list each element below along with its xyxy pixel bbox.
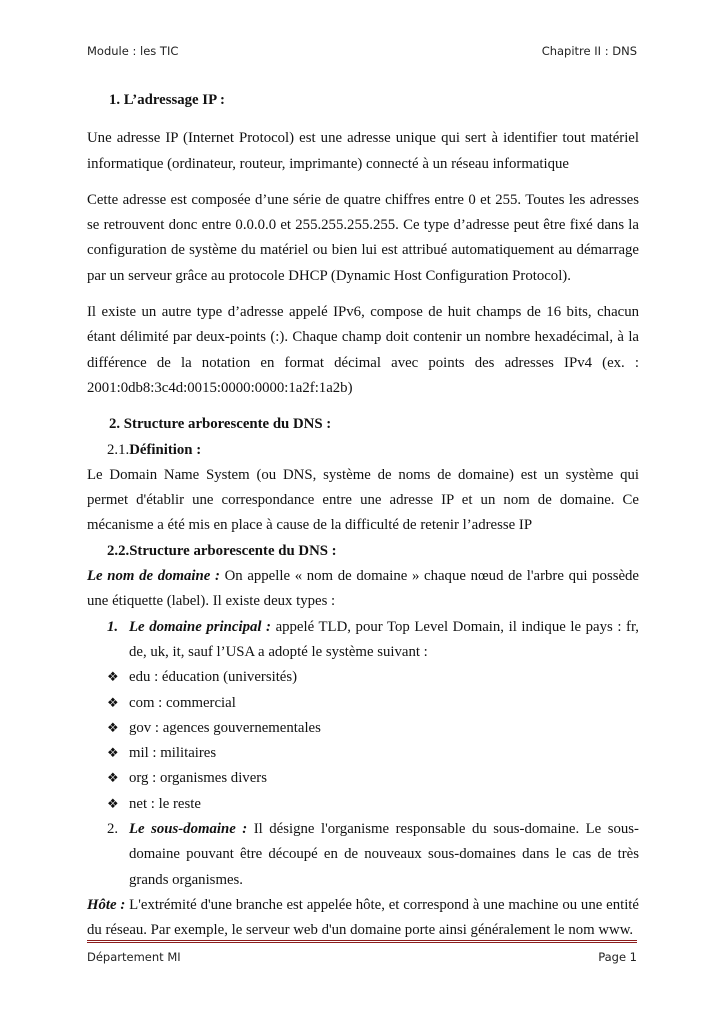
tld-mil: mil : militaires [129, 745, 217, 762]
main-domain-text: appelé TLD, pour Top Level Domain, il indique le pays : fr, de, uk, it, sauf l’USA a adopté le système suivant : [129, 618, 639, 660]
list-item-subdomain [87, 817, 639, 893]
diamond-bullet-icon: ❖ [107, 670, 119, 686]
tld-com: com : commercial [129, 694, 236, 711]
host-label: Hôte : [87, 896, 126, 913]
domain-name-text: On appelle « nom de domaine » chaque nœud de l'arbre qui possède une étiquette (label). Il existe deux types : [87, 568, 639, 610]
host-definition [87, 893, 639, 944]
subdomain-label: Le sous-domaine : [129, 821, 248, 838]
section-2-heading: 2. Structure arborescente du DNS : [109, 416, 332, 433]
domain-name-label: Le nom de domaine : [87, 568, 220, 585]
list-item [87, 792, 639, 817]
diamond-bullet-icon: ❖ [107, 771, 119, 787]
diamond-bullet-icon: ❖ [107, 746, 119, 762]
section-1-paragraph-3: Il existe un autre type d’adresse appelé IPv6, compose de huit champs de 16 bits, chacun étant délimité par deux-points (:). Chaque champ doit contenir un nombre hexadécimal, à la différence de la notation en format décimal avec points des adresses IPv4 (ex. : 2001:0db8:3c4d:0015:0000:0000:1a2f:1a2b) [87, 304, 639, 396]
main-domain-label: Le domaine principal : [129, 618, 271, 635]
subsection-2-1-text: Le Domain Name System (ou DNS, système de noms de domaine) est un système qui permet d'établir une correspondance entre une adresse IP et un nom de domaine. Ce mécanisme a été mis en place à cause de la difficulté de retenir l’adresse IP [87, 466, 639, 534]
list-item [87, 766, 639, 791]
section-1-heading: 1. L’adressage IP : [109, 92, 225, 108]
subsection-2-2-heading: 2.2.Structure arborescente du DNS : [107, 542, 337, 559]
footer-divider [87, 940, 637, 943]
tld-org: org : organismes divers [129, 770, 267, 787]
subsection-2-1-title: Définition : [129, 441, 202, 458]
list-item [87, 665, 639, 690]
tld-edu: edu : éducation (universités) [129, 669, 298, 686]
list-item [87, 691, 639, 716]
list-item [87, 716, 639, 741]
diamond-bullet-icon: ❖ [107, 720, 119, 736]
list-item-main-domain [87, 615, 639, 666]
page-header-module: Module : les TIC [87, 44, 179, 58]
page-footer-department: Département MI [87, 950, 181, 964]
diamond-bullet-icon: ❖ [107, 695, 119, 711]
list-item [87, 741, 639, 766]
section-1-paragraph-1: Une adresse IP (Internet Protocol) est une adresse unique qui sert à identifier tout matériel informatique (ordinateur, routeur, imprimante) connecté à un réseau informatique [87, 130, 639, 172]
diamond-bullet-icon: ❖ [107, 796, 119, 812]
list-number: 1. [107, 618, 119, 635]
subsection-2-1-heading [107, 438, 639, 463]
list-number: 2. [107, 821, 119, 838]
domain-name-definition [87, 564, 639, 615]
host-text: L'extrémité d'une branche est appelée hôte, et correspond à une machine ou une entité du réseau. Par exemple, le serveur web d'un domaine porte ainsi généralement le nom www. [87, 896, 639, 939]
subsection-2-1-number: 2.1. [107, 441, 130, 458]
page-footer-page-number: Page 1 [598, 950, 637, 964]
page-header-chapter: Chapitre II : DNS [541, 44, 637, 58]
tld-net: net : le reste [129, 795, 201, 812]
tld-gov: gov : agences gouvernementales [129, 719, 321, 736]
subdomain-text: Il désigne l'organisme responsable du sous-domaine. Le sous-domaine pouvant être découpé en de nouveaux sous-domaines dans le cas de très grands organismes. [129, 821, 639, 888]
section-1-paragraph-2: Cette adresse est composée d’une série de quatre chiffres entre 0 et 255. Toutes les adresses se retrouvent donc entre 0.0.0.0 et 255.255.255.255. Ce type d’adresse peut être fixé dans la configuration de système du matériel ou bien lui est attribué automatiquement au démarrage par un serveur grâce au protocole DHCP (Dynamic Host Configuration Protocol). [87, 191, 639, 284]
document-body [87, 88, 639, 944]
